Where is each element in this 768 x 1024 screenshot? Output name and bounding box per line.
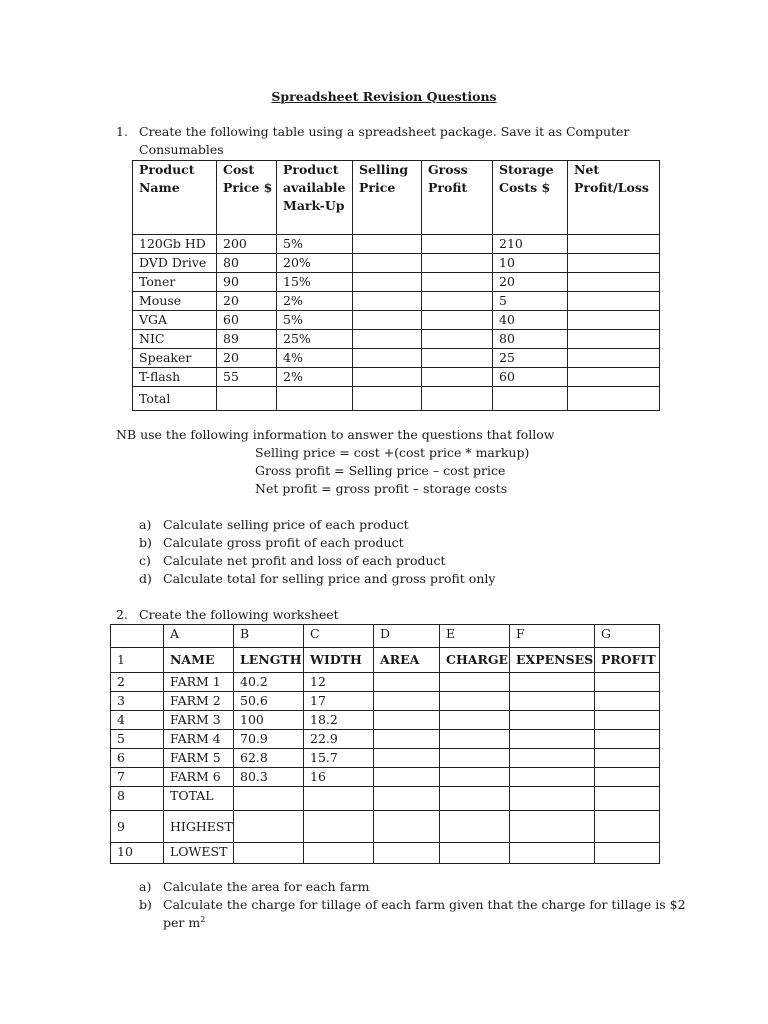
task-text: Calculate total for selling price and gross profit only	[163, 571, 496, 586]
corner-cell	[111, 625, 164, 648]
cell-empty	[440, 787, 510, 811]
cell-empty	[510, 811, 595, 843]
question-1-text-line2: Consumables	[139, 142, 224, 157]
header-storage-costs: Storage Costs $	[493, 161, 568, 235]
cell-width: 15.7	[304, 749, 374, 768]
summary-row	[111, 811, 660, 843]
header-net-profit: Net Profit/Loss	[568, 161, 660, 235]
cell-gross	[422, 292, 493, 311]
header-expenses: EXPENSES	[510, 648, 595, 673]
cell-empty	[440, 749, 510, 768]
cell-farm-name: FARM 5	[164, 749, 234, 768]
cell-empty	[440, 711, 510, 730]
cell-empty	[234, 787, 304, 811]
cell-net	[568, 254, 660, 273]
question-2-text: Create the following worksheet	[139, 607, 339, 622]
cell-net	[568, 235, 660, 254]
header-area: AREA	[374, 648, 440, 673]
cell-length: 80.3	[234, 768, 304, 787]
task-letter: b)	[139, 897, 152, 912]
cell-empty	[595, 730, 660, 749]
cell-selling	[353, 235, 422, 254]
cell-width: 22.9	[304, 730, 374, 749]
cell-net	[568, 330, 660, 349]
cell-empty	[374, 768, 440, 787]
row-number: 2	[111, 673, 164, 692]
cell-markup: 2%	[277, 368, 353, 387]
header-name: NAME	[164, 648, 234, 673]
cell-storage: 60	[493, 368, 568, 387]
cell-gross	[422, 330, 493, 349]
cell-storage: 210	[493, 235, 568, 254]
table-row	[133, 311, 660, 330]
header-width: WIDTH	[304, 648, 374, 673]
header-length: LENGTH	[234, 648, 304, 673]
cell-selling	[353, 368, 422, 387]
cell-empty	[234, 811, 304, 843]
cell-empty	[440, 768, 510, 787]
cell-product: 120Gb HD	[133, 235, 217, 254]
cell-empty	[374, 692, 440, 711]
cell-cost: 55	[217, 368, 277, 387]
cell-storage: 80	[493, 330, 568, 349]
cell-empty	[568, 387, 660, 411]
cell-empty	[595, 787, 660, 811]
cell-product: DVD Drive	[133, 254, 217, 273]
cell-summary-label: LOWEST	[164, 843, 234, 864]
cell-markup: 2%	[277, 292, 353, 311]
cell-cost: 200	[217, 235, 277, 254]
task-letter: a)	[139, 879, 152, 894]
table-row	[133, 330, 660, 349]
cell-cost: 80	[217, 254, 277, 273]
task-text: Calculate net profit and loss of each product	[163, 553, 446, 568]
cell-length: 50.6	[234, 692, 304, 711]
cell-storage: 5	[493, 292, 568, 311]
formula-gross-profit: Gross profit = Selling price – cost price	[255, 463, 506, 478]
cell-empty	[374, 749, 440, 768]
cell-empty	[374, 787, 440, 811]
cell-farm-name: FARM 1	[164, 673, 234, 692]
table-row	[111, 711, 660, 730]
cell-selling	[353, 292, 422, 311]
cell-summary-label: TOTAL	[164, 787, 234, 811]
header-product-name: Product Name	[133, 161, 217, 235]
cell-empty	[510, 749, 595, 768]
cell-empty	[304, 843, 374, 864]
cell-product: Toner	[133, 273, 217, 292]
task-text: Calculate selling price of each product	[163, 517, 409, 532]
cell-empty	[374, 673, 440, 692]
cell-storage: 40	[493, 311, 568, 330]
cell-empty	[440, 730, 510, 749]
column-letter: E	[440, 625, 510, 648]
cell-net	[568, 292, 660, 311]
cell-empty	[440, 843, 510, 864]
cell-empty	[304, 787, 374, 811]
cell-empty	[510, 692, 595, 711]
cell-gross	[422, 273, 493, 292]
task-letter: c)	[139, 553, 151, 568]
cell-markup: 15%	[277, 273, 353, 292]
header-gross-profit: Gross Profit	[422, 161, 493, 235]
cell-farm-name: FARM 4	[164, 730, 234, 749]
table-row	[111, 749, 660, 768]
cell-markup: 4%	[277, 349, 353, 368]
cell-storage: 25	[493, 349, 568, 368]
cell-width: 16	[304, 768, 374, 787]
total-row	[133, 387, 660, 411]
cell-empty	[595, 673, 660, 692]
table-row	[111, 673, 660, 692]
column-letter-row	[111, 625, 660, 648]
header-charge: CHARGE	[440, 648, 510, 673]
consumables-header-row	[133, 161, 660, 235]
cell-empty	[304, 811, 374, 843]
formula-net-profit: Net profit = gross profit – storage costs	[255, 481, 508, 496]
cell-gross	[422, 235, 493, 254]
cell-empty	[510, 730, 595, 749]
cell-product: Mouse	[133, 292, 217, 311]
cell-empty	[374, 730, 440, 749]
cell-cost: 20	[217, 349, 277, 368]
cell-empty	[595, 711, 660, 730]
cell-empty	[277, 387, 353, 411]
cell-empty	[510, 673, 595, 692]
column-letter: G	[595, 625, 660, 648]
cell-selling	[353, 311, 422, 330]
row-number: 1	[111, 648, 164, 673]
cell-farm-name: FARM 6	[164, 768, 234, 787]
task-letter: b)	[139, 535, 152, 550]
task-text-continuation: per $m^2$	[163, 914, 206, 930]
task-letter: a)	[139, 517, 152, 532]
cell-net	[568, 311, 660, 330]
cell-empty	[595, 692, 660, 711]
cell-gross	[422, 311, 493, 330]
cell-selling	[353, 330, 422, 349]
page-title: Spreadsheet Revision Questions	[271, 89, 497, 104]
header-selling-price: Selling Price	[353, 161, 422, 235]
table-row	[111, 692, 660, 711]
cell-empty	[595, 811, 660, 843]
table-row	[133, 368, 660, 387]
summary-row	[111, 787, 660, 811]
cell-length: 62.8	[234, 749, 304, 768]
cell-empty	[510, 787, 595, 811]
cell-empty	[422, 387, 493, 411]
task-text: Calculate the charge for tillage of each farm given that the charge for tillage is $2	[163, 897, 686, 912]
cell-summary-label: HIGHEST	[164, 811, 234, 843]
cell-empty	[234, 843, 304, 864]
cell-empty	[217, 387, 277, 411]
cell-gross	[422, 349, 493, 368]
table-row	[133, 349, 660, 368]
cell-product: T-flash	[133, 368, 217, 387]
nb-intro: NB use the following information to answer the questions that follow	[116, 427, 555, 442]
row-number: 8	[111, 787, 164, 811]
table-row	[133, 235, 660, 254]
task-text: Calculate gross profit of each product	[163, 535, 404, 550]
table-row	[111, 730, 660, 749]
cell-length: 70.9	[234, 730, 304, 749]
cell-markup: 5%	[277, 311, 353, 330]
cell-length: 100	[234, 711, 304, 730]
cell-storage: 20	[493, 273, 568, 292]
cell-length: 40.2	[234, 673, 304, 692]
cell-empty	[440, 692, 510, 711]
cell-markup: 25%	[277, 330, 353, 349]
cell-markup: 5%	[277, 235, 353, 254]
cell-empty	[353, 387, 422, 411]
farm-worksheet-table	[110, 624, 660, 864]
cell-net	[568, 349, 660, 368]
column-letter: D	[374, 625, 440, 648]
cell-width: 18.2	[304, 711, 374, 730]
cell-net	[568, 273, 660, 292]
row-number: 5	[111, 730, 164, 749]
cell-empty	[595, 749, 660, 768]
cell-width: 17	[304, 692, 374, 711]
row-number: 4	[111, 711, 164, 730]
cell-selling	[353, 254, 422, 273]
question-2-number: 2.	[116, 607, 128, 622]
cell-product: NIC	[133, 330, 217, 349]
task-text: Calculate the area for each farm	[163, 879, 370, 894]
cell-empty	[374, 711, 440, 730]
row-number: 6	[111, 749, 164, 768]
column-letter: B	[234, 625, 304, 648]
cell-farm-name: FARM 3	[164, 711, 234, 730]
row-number: 9	[111, 811, 164, 843]
cell-selling	[353, 273, 422, 292]
row-number: 7	[111, 768, 164, 787]
cell-empty	[510, 843, 595, 864]
summary-row	[111, 843, 660, 864]
table-row	[111, 768, 660, 787]
row-number: 10	[111, 843, 164, 864]
cell-selling	[353, 349, 422, 368]
header-markup: Product available Mark-Up	[277, 161, 353, 235]
header-profit: PROFIT	[595, 648, 660, 673]
cell-farm-name: FARM 2	[164, 692, 234, 711]
cell-markup: 20%	[277, 254, 353, 273]
cell-gross	[422, 368, 493, 387]
cell-total-label: Total	[133, 387, 217, 411]
cell-net	[568, 368, 660, 387]
cell-empty	[374, 811, 440, 843]
cell-empty	[374, 843, 440, 864]
question-1-number: 1.	[116, 124, 128, 139]
cell-empty	[595, 843, 660, 864]
header-cost-price: Cost Price $	[217, 161, 277, 235]
formula-selling-price: Selling price = cost +(cost price * markup)	[255, 445, 530, 460]
cell-cost: 20	[217, 292, 277, 311]
cell-gross	[422, 254, 493, 273]
cell-cost: 89	[217, 330, 277, 349]
cell-empty	[510, 768, 595, 787]
column-letter: A	[164, 625, 234, 648]
cell-storage: 10	[493, 254, 568, 273]
column-letter: C	[304, 625, 374, 648]
cell-empty	[510, 711, 595, 730]
task-letter: d)	[139, 571, 152, 586]
cell-empty	[440, 811, 510, 843]
cell-empty	[493, 387, 568, 411]
consumables-table	[132, 160, 660, 411]
column-letter: F	[510, 625, 595, 648]
table-row	[133, 292, 660, 311]
table-row	[133, 254, 660, 273]
cell-empty	[595, 768, 660, 787]
cell-cost: 60	[217, 311, 277, 330]
cell-product: Speaker	[133, 349, 217, 368]
cell-empty	[440, 673, 510, 692]
cell-width: 12	[304, 673, 374, 692]
cell-cost: 90	[217, 273, 277, 292]
row-number: 3	[111, 692, 164, 711]
worksheet-header-row	[111, 648, 660, 673]
cell-product: VGA	[133, 311, 217, 330]
question-1-text-line1: Create the following table using a spreadsheet package. Save it as Computer	[139, 124, 630, 139]
table-row	[133, 273, 660, 292]
